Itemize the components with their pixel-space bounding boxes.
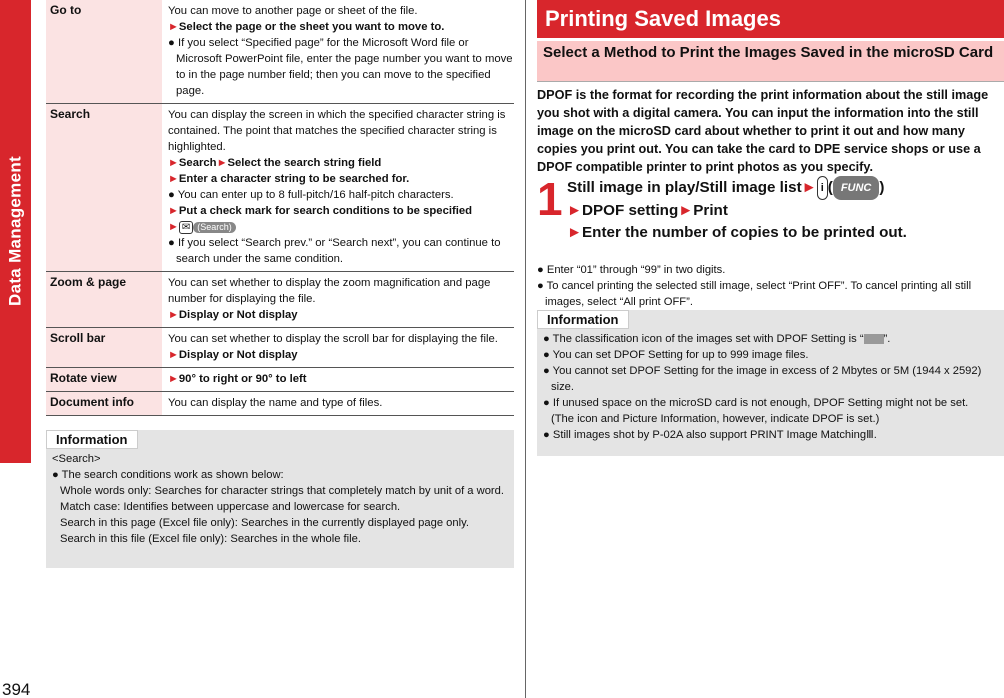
arrow-icon: ► [678, 202, 694, 219]
step-text-3: Enter the number of copies to be printed out. [582, 224, 907, 241]
note-bullet: ● You can enter up to 8 full-pitch/16 half-pitch characters. [168, 189, 454, 201]
operation-step [168, 307, 514, 323]
note-bullet: ● If you select “Search prev.” or “Search next”, you can continue to search under the same condition. [168, 237, 501, 265]
step-label: Put a check mark for search conditions to be specified [178, 205, 473, 217]
arrow-icon: ► [168, 373, 179, 385]
info-condition [52, 499, 504, 515]
key-step [168, 219, 514, 235]
row-description [162, 368, 514, 391]
row-label: Go to [46, 0, 162, 103]
arrow-icon: ► [216, 157, 228, 169]
info-bullet: ● You cannot set DPOF Setting for the image in excess of 2 Mbytes or 5M (1944 x 2592) size. [543, 365, 982, 393]
operation-step [168, 171, 514, 187]
section-title: Select a Method to Print the Images Saved in the microSD Card [537, 41, 1004, 82]
note-bullet: ● To cancel printing the selected still image, select “Print OFF”. To cancel printing all still images, select “All print OFF”. [537, 280, 972, 308]
operation-step [168, 155, 514, 171]
arrow-icon: ► [567, 224, 583, 241]
operation-step [168, 347, 514, 363]
page-title: Printing Saved Images [537, 0, 1004, 38]
description-text: You can display the name and type of files. [168, 397, 383, 409]
step-label: Display or Not display [178, 309, 298, 321]
row-description [162, 0, 514, 103]
table-row [46, 328, 514, 368]
arrow-icon: ► [168, 221, 179, 233]
description-text: You can move to another page or sheet of the file. [168, 5, 418, 17]
condition-desc: Searches for character strings that completely match by unit of a word. [154, 485, 504, 497]
arrow-icon: ► [168, 349, 179, 361]
arrow-icon: ► [567, 202, 583, 219]
info-tag: Information [537, 310, 629, 329]
table-row [46, 0, 514, 104]
row-description [162, 104, 514, 271]
row-label: Scroll bar [46, 328, 162, 367]
condition-name: Search in this file (Excel file only): [60, 533, 231, 545]
func-softkey-icon: FUNC [833, 176, 880, 200]
note-text: If you select “Search prev.” or “Search next”, you can continue to search under the same condition. [176, 237, 501, 265]
side-tab [0, 0, 31, 463]
search-softkey-icon: (Search) [193, 222, 236, 233]
operation-step [168, 371, 514, 387]
arrow-icon: ► [168, 21, 179, 33]
info-tag: Information [46, 430, 138, 449]
page-number: 394 [2, 680, 31, 698]
info-bullet: ● If unused space on the microSD card is not enough, DPOF Setting might not be set. (The icon and Picture Information, however, indicate DPOF is set.) [543, 397, 969, 425]
operation-step [168, 19, 514, 35]
info-text: The classification icon of the images set with DPOF Setting is “ [552, 333, 864, 345]
dpof-icon [864, 334, 884, 344]
note-bullet: ● Enter “01” through “99” in two digits. [537, 264, 726, 276]
i-key-icon: i [817, 176, 828, 200]
step-notes [537, 262, 1004, 310]
condition-name: Match case: [60, 501, 124, 513]
side-tab-label: Data Management [5, 156, 25, 307]
column-divider [525, 0, 526, 698]
table-row [46, 272, 514, 328]
intro-paragraph: DPOF is the format for recording the print information about the still image you shot with a digital camera. You can input the information into the still image on the microSD card about whether to print it out and how many copies you print out. You can take the card to DPE service shops or use a DPOF compatible printer to print photos as you specify. [537, 88, 989, 174]
table-row [46, 104, 514, 272]
info-heading: <Search> [52, 453, 101, 465]
step-label: Select the page or the sheet you want to move to. [178, 21, 445, 33]
arrow-icon: ► [168, 157, 179, 169]
step-label: Display or Not display [178, 349, 298, 361]
arrow-icon: ► [801, 179, 817, 197]
note-text: Enter “01” through “99” in two digits. [546, 264, 726, 276]
arrow-icon: ► [168, 309, 179, 321]
info-bullet: ● You can set DPOF Setting for up to 999 image files. [543, 349, 809, 361]
condition-desc: Searches in the whole file. [230, 533, 361, 545]
step-number: 1 [537, 173, 563, 225]
info-box-dpof [537, 310, 1004, 456]
info-text: ”. [883, 333, 891, 345]
row-description [162, 328, 514, 367]
row-label: Zoom & page [46, 272, 162, 327]
arrow-icon: ► [168, 173, 179, 185]
note-text: If you select “Specified page” for the Microsoft Word file or Microsoft PowerPoint file, enter the page number you want to move to in the page number field; then you can move to the specified page. [176, 37, 513, 97]
step-label: Enter a character string to be searched for. [178, 173, 410, 185]
step-label: Search [178, 157, 217, 169]
info-condition [52, 515, 504, 531]
info-bullet: ● Still images shot by P-02A also support PRINT Image MatchingⅢ. [543, 429, 877, 441]
arrow-icon: ► [168, 205, 179, 217]
info-text: Still images shot by P-02A also support PRINT Image MatchingⅢ. [552, 429, 877, 441]
row-label: Document info [46, 392, 162, 415]
row-description [162, 272, 514, 327]
function-table [46, 0, 514, 416]
info-text: You cannot set DPOF Setting for the image in excess of 2 Mbytes or 5M (1944 x 2592) size. [551, 365, 982, 393]
condition-desc: Searches in the currently displayed page only. [240, 517, 469, 529]
note-text: You can enter up to 8 full-pitch/16 half-pitch characters. [177, 189, 454, 201]
condition-name: Search in this page (Excel file only): [60, 517, 241, 529]
description-text: You can display the screen in which the specified character string is contained. The point that matches the specified character string is highlighted. [168, 109, 506, 153]
row-description [162, 392, 514, 415]
operation-step [168, 203, 514, 219]
description-text: You can set whether to display the zoom magnification and page number for displaying the file. [168, 277, 491, 305]
condition-name: Whole words only: [60, 485, 155, 497]
step-text-2a: DPOF setting [582, 202, 679, 219]
info-box-search [46, 430, 514, 568]
step-label: 90° to right or 90° to left [178, 373, 307, 385]
info-text: You can set DPOF Setting for up to 999 image files. [552, 349, 809, 361]
info-condition [52, 531, 504, 547]
description-text: You can set whether to display the scroll bar for displaying the file. [168, 333, 498, 345]
table-row [46, 392, 514, 416]
info-text: If unused space on the microSD card is not enough, DPOF Setting might not be set. (The icon and Picture Information, however, indicate DPOF is set.) [551, 397, 969, 425]
info-condition [52, 483, 504, 499]
info-bullet: ● The classification icon of the images set with DPOF Setting is “ ”. [543, 333, 891, 345]
condition-desc: Identifies between uppercase and lowercase for search. [123, 501, 401, 513]
note-bullet: ● If you select “Specified page” for the Microsoft Word file or Microsoft PowerPoint file, enter the page number you want to move to in the page number field; then you can move to the specified page. [168, 37, 513, 97]
step-label: Select the search string field [227, 157, 382, 169]
info-bullet: ● The search conditions work as shown below: [52, 469, 284, 481]
step-text-2b: Print [693, 202, 728, 219]
row-label: Search [46, 104, 162, 271]
step-text-1: Still image in play/Still image list [567, 179, 802, 197]
mail-key-icon: ✉ [179, 221, 193, 234]
table-row [46, 368, 514, 392]
row-label: Rotate view [46, 368, 162, 391]
note-text: To cancel printing the selected still image, select “Print OFF”. To cancel printing all still images, select “All print OFF”. [545, 280, 972, 308]
